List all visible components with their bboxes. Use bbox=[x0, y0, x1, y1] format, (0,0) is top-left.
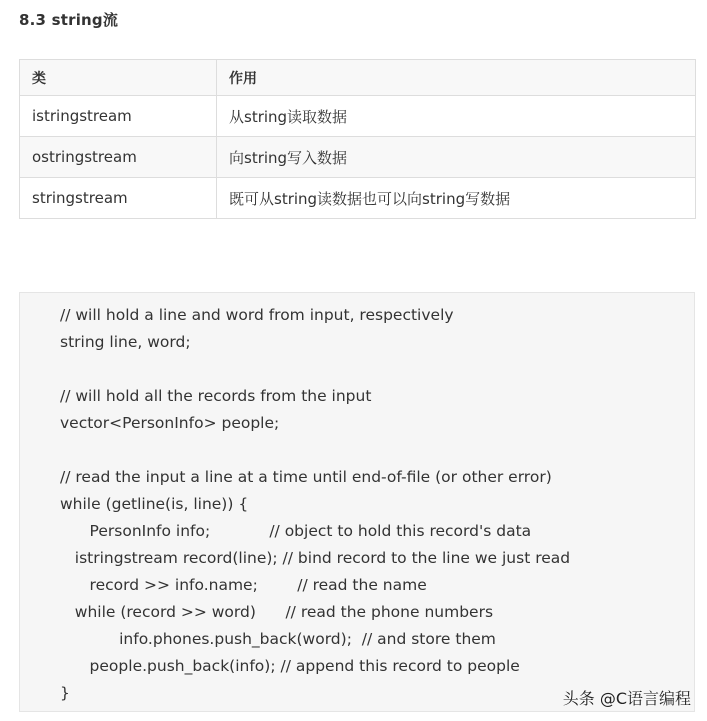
table-cell: 既可从string读数据也可以向string写数据 bbox=[217, 178, 696, 219]
table-row bbox=[20, 137, 696, 178]
table-cell: ostringstream bbox=[20, 137, 217, 178]
code-line: // will hold a line and word from input, respectively bbox=[60, 306, 454, 324]
watermark-text: 头条 @C语言编程 bbox=[562, 689, 691, 708]
table-row bbox=[20, 178, 696, 219]
table-header-row bbox=[20, 60, 696, 96]
table-cell: stringstream bbox=[20, 178, 217, 219]
code-line: while (getline(is, line)) { bbox=[60, 495, 249, 513]
table-header-cell: 作用 bbox=[217, 60, 696, 96]
code-line: } bbox=[60, 684, 70, 702]
code-line: while (record >> word) // read the phone numbers bbox=[60, 603, 494, 621]
code-block bbox=[19, 292, 695, 712]
code-line: PersonInfo info; // object to hold this record's data bbox=[60, 522, 532, 540]
table-header-cell: 类 bbox=[20, 60, 217, 96]
code-line: string line, word; bbox=[60, 333, 191, 351]
table-cell: 从string读取数据 bbox=[217, 96, 696, 137]
code-line: // will hold all the records from the input bbox=[60, 387, 372, 405]
code-line: vector<PersonInfo> people; bbox=[60, 414, 280, 432]
code-line: istringstream record(line); // bind record to the line we just read bbox=[60, 549, 571, 567]
section-title: 8.3 string流 bbox=[19, 11, 119, 29]
code-line: // read the input a line at a time until end-of-file (or other error) bbox=[60, 468, 552, 486]
table-row bbox=[20, 96, 696, 137]
watermark bbox=[563, 686, 691, 709]
table-cell: istringstream bbox=[20, 96, 217, 137]
table-cell: 向string写入数据 bbox=[217, 137, 696, 178]
code-line: record >> info.name; // read the name bbox=[60, 576, 427, 594]
code-line: info.phones.push_back(word); // and store them bbox=[60, 630, 496, 648]
code-line: people.push_back(info); // append this record to people bbox=[60, 657, 520, 675]
stream-class-table bbox=[19, 59, 696, 219]
